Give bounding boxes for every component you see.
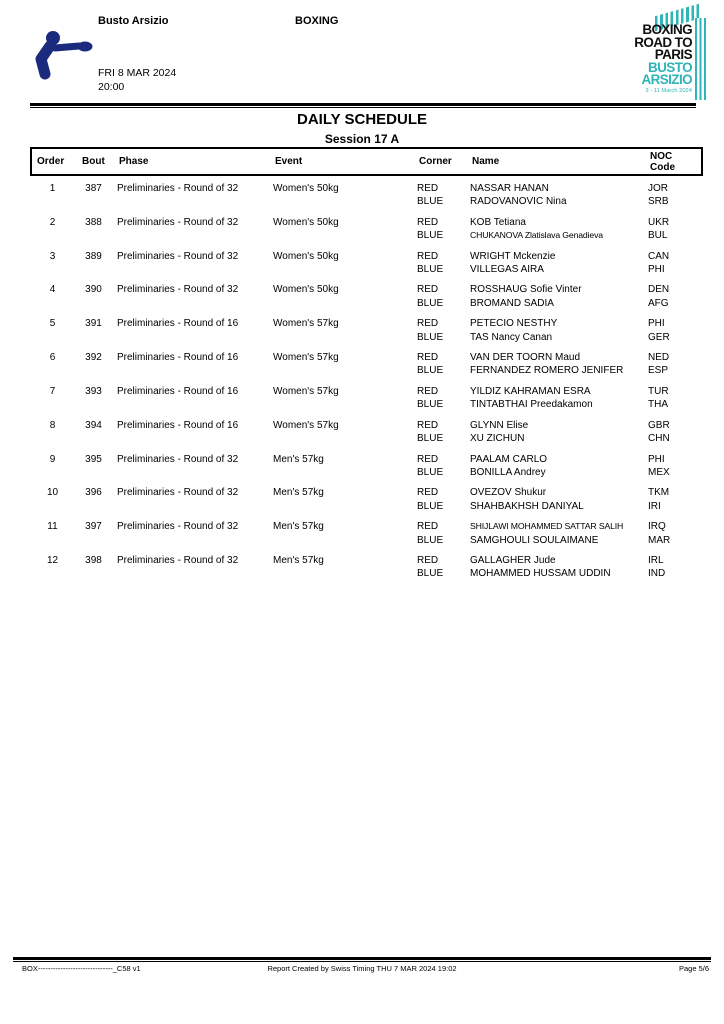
session-time: 20:00 — [98, 81, 125, 93]
table-row — [30, 520, 703, 547]
noc-cell — [643, 182, 703, 209]
corner-cell — [412, 182, 465, 209]
bout-event: Women's 50kg — [273, 216, 339, 228]
corner-red-label: RED — [417, 521, 439, 533]
bout-event: Women's 57kg — [273, 385, 339, 397]
red-boxer-name: PAALAM CARLO — [470, 453, 548, 465]
red-boxer-name: NASSAR HANAN — [470, 183, 549, 194]
red-noc-code: IRL — [648, 554, 664, 566]
bout-event: Women's 57kg — [273, 318, 339, 330]
logo-line-boxing: BOXING — [642, 22, 692, 37]
table-body — [30, 182, 703, 581]
bout-number: 395 — [85, 453, 102, 465]
name-cell — [465, 419, 643, 446]
corner-red-label: RED — [417, 385, 439, 397]
bout-phase: Preliminaries - Round of 16 — [117, 352, 239, 364]
bout-event: Women's 57kg — [273, 419, 339, 431]
logo-event-dates: 3 - 11 March 2024 — [645, 87, 692, 94]
bout-order: 4 — [49, 284, 56, 296]
bout-number: 388 — [85, 216, 102, 228]
table-row — [30, 216, 703, 243]
red-noc-code: CAN — [648, 250, 670, 262]
logo-text — [634, 24, 692, 94]
col-header-name: Name — [472, 156, 500, 167]
table-row — [30, 486, 703, 513]
red-boxer-name: YILDIZ KAHRAMAN ESRA — [470, 385, 591, 397]
bout-order: 11 — [47, 521, 58, 533]
col-header-phase: Phase — [119, 156, 149, 167]
blue-noc-code: BUL — [648, 230, 668, 242]
corner-cell — [412, 283, 465, 310]
table-row — [30, 317, 703, 344]
corner-red-label: RED — [417, 419, 439, 431]
corner-cell — [412, 419, 465, 446]
noc-cell — [643, 283, 703, 310]
red-boxer-name: ROSSHAUG Sofie Vinter — [470, 284, 582, 296]
corner-red-label: RED — [417, 554, 439, 566]
blue-boxer-name: SHAHBAKHSH DANIYAL — [470, 500, 584, 512]
col-header-corner: Corner — [419, 156, 452, 167]
red-boxer-name: GALLAGHER Jude — [470, 554, 556, 566]
corner-cell — [412, 385, 465, 412]
bout-order: 10 — [46, 487, 59, 499]
noc-cell — [643, 317, 703, 344]
bout-order: 3 — [49, 250, 56, 262]
red-noc-code: NED — [648, 352, 670, 364]
name-cell — [465, 453, 643, 480]
col-header-bout: Bout — [82, 156, 105, 167]
bout-number: 389 — [85, 250, 102, 262]
report-created-by: Report Created by Swiss Timing THU 7 MAR 2024 19:02 — [267, 964, 457, 973]
red-noc-code: UKR — [648, 216, 670, 228]
blue-noc-code: THA — [648, 399, 668, 411]
blue-noc-code: PHI — [648, 264, 665, 276]
red-noc-code: JOR — [648, 183, 668, 194]
corner-blue-label: BLUE — [417, 466, 444, 478]
corner-red-label: RED — [417, 318, 439, 330]
boxing-pictogram-icon — [28, 30, 94, 85]
bout-phase: Preliminaries - Round of 32 — [117, 487, 239, 499]
red-boxer-name: KOB Tetiana — [470, 216, 526, 228]
corner-red-label: RED — [417, 352, 439, 364]
table-row — [30, 419, 703, 446]
red-noc-code: PHI — [648, 453, 665, 465]
bout-event: Women's 57kg — [273, 352, 339, 364]
corner-red-label: RED — [417, 487, 439, 499]
corner-blue-label: BLUE — [417, 433, 444, 445]
table-header-row — [30, 147, 703, 176]
table-row — [30, 182, 703, 209]
corner-cell — [412, 216, 465, 243]
col-header-event: Event — [275, 156, 303, 167]
bout-event: Men's 57kg — [273, 487, 324, 499]
header-divider-thick — [30, 103, 696, 106]
logo-line-paris: PARIS — [654, 47, 692, 62]
bout-phase: Preliminaries - Round of 32 — [117, 216, 239, 228]
logo-vertical-stripes — [695, 18, 708, 100]
name-cell — [465, 385, 643, 412]
corner-cell — [412, 554, 465, 581]
name-cell — [465, 317, 643, 344]
bout-phase: Preliminaries - Round of 16 — [117, 419, 239, 431]
blue-noc-code: CHN — [648, 433, 670, 445]
blue-boxer-name: TAS Nancy Canan — [470, 331, 553, 343]
noc-cell — [643, 453, 703, 480]
bout-number: 396 — [85, 487, 102, 499]
footer-divider-thick — [13, 957, 711, 960]
bout-order: 6 — [49, 352, 56, 364]
name-cell — [465, 216, 643, 243]
bout-order: 7 — [49, 385, 56, 397]
blue-noc-code: GER — [648, 331, 670, 343]
name-cell — [465, 283, 643, 310]
red-noc-code: IRQ — [648, 521, 666, 533]
session-label: Session 17 A — [324, 132, 400, 146]
red-boxer-name: PETECIO NESTHY — [470, 318, 558, 330]
bout-number: 394 — [85, 419, 102, 431]
footer-divider — [13, 957, 711, 962]
session-date: FRI 8 MAR 2024 — [98, 67, 177, 79]
table-row — [30, 351, 703, 378]
footer — [0, 964, 724, 976]
blue-boxer-name: BONILLA Andrey — [470, 466, 546, 478]
page-number: Page 5/6 — [678, 964, 709, 973]
name-cell — [465, 182, 643, 209]
noc-cell — [643, 419, 703, 446]
corner-blue-label: BLUE — [417, 568, 444, 580]
page-title: DAILY SCHEDULE — [296, 111, 428, 128]
logo-line-arsizio: ARSIZIO — [641, 72, 692, 87]
bout-phase: Preliminaries - Round of 32 — [117, 554, 239, 566]
bout-order: 1 — [49, 183, 56, 194]
corner-blue-label: BLUE — [417, 297, 444, 309]
noc-cell — [643, 351, 703, 378]
table-row — [30, 283, 703, 310]
corner-cell — [412, 453, 465, 480]
bout-order: 8 — [49, 419, 56, 431]
bout-phase: Preliminaries - Round of 16 — [117, 385, 239, 397]
red-noc-code: PHI — [648, 318, 665, 330]
schedule-table — [30, 147, 703, 588]
session-datetime — [98, 66, 176, 94]
bout-order: 5 — [49, 318, 56, 330]
bout-phase: Preliminaries - Round of 32 — [117, 183, 239, 194]
bout-phase: Preliminaries - Round of 32 — [117, 284, 239, 296]
blue-boxer-name: MOHAMMED HUSSAM UDDIN — [470, 568, 611, 580]
bout-number: 398 — [85, 554, 102, 566]
noc-cell — [643, 250, 703, 277]
noc-cell — [643, 216, 703, 243]
corner-blue-label: BLUE — [417, 331, 444, 343]
red-boxer-name: SHIJLAWI MOHAMMED SATTAR SALIH — [470, 521, 624, 532]
blue-noc-code: IND — [648, 568, 666, 580]
red-boxer-name: VAN DER TOORN Maud — [470, 352, 581, 364]
blue-noc-code: SRB — [648, 196, 669, 208]
col-header-noc-line2: Code — [650, 161, 675, 173]
red-noc-code: TUR — [648, 385, 669, 397]
blue-noc-code: MAR — [648, 534, 671, 546]
bout-event: Men's 57kg — [273, 453, 324, 465]
corner-cell — [412, 486, 465, 513]
corner-red-label: RED — [417, 284, 439, 296]
bout-event: Women's 50kg — [273, 284, 339, 296]
blue-boxer-name: XU ZICHUN — [470, 433, 525, 445]
footer-divider-thin — [13, 961, 711, 962]
blue-noc-code: MEX — [648, 466, 670, 478]
bout-order: 2 — [49, 216, 56, 228]
noc-cell — [643, 486, 703, 513]
corner-blue-label: BLUE — [417, 230, 444, 242]
bout-order: 12 — [46, 554, 59, 566]
header-divider — [30, 103, 696, 108]
red-boxer-name: OVEZOV Shukur — [470, 487, 547, 499]
blue-boxer-name: TINTABTHAI Preedakamon — [470, 399, 593, 411]
table-row — [30, 385, 703, 412]
blue-boxer-name: FERNANDEZ ROMERO JENIFER — [470, 365, 624, 377]
bout-event: Men's 57kg — [273, 521, 324, 533]
name-cell — [465, 250, 643, 277]
corner-blue-label: BLUE — [417, 196, 444, 208]
corner-cell — [412, 351, 465, 378]
bout-number: 392 — [85, 352, 102, 364]
noc-cell — [643, 520, 703, 547]
table-row — [30, 554, 703, 581]
name-cell — [465, 486, 643, 513]
red-noc-code: TKM — [648, 487, 670, 499]
blue-boxer-name: BROMAND SADIA — [470, 297, 554, 309]
corner-blue-label: BLUE — [417, 534, 444, 546]
name-cell — [465, 351, 643, 378]
blue-boxer-name: RADOVANOVIC Nina — [470, 196, 567, 208]
corner-red-label: RED — [417, 250, 439, 262]
bout-order: 9 — [49, 453, 56, 465]
bout-number: 393 — [85, 385, 102, 397]
table-row — [30, 453, 703, 480]
blue-boxer-name: SAMGHOULI SOULAIMANE — [470, 534, 599, 546]
corner-red-label: RED — [417, 216, 439, 228]
bout-number: 387 — [85, 183, 102, 194]
venue-name: Busto Arsizio — [98, 15, 169, 27]
logo-line-roadto: ROAD TO — [634, 34, 692, 50]
corner-blue-label: BLUE — [417, 264, 444, 276]
bout-event: Women's 50kg — [273, 183, 339, 194]
blue-noc-code: AFG — [648, 297, 669, 309]
event-logo — [606, 6, 708, 104]
report-code: BOX------------------------------_C58 v1 — [22, 964, 141, 973]
red-noc-code: DEN — [648, 284, 670, 296]
logo-line-busto: BUSTO — [647, 59, 692, 75]
bout-event: Women's 50kg — [273, 250, 339, 262]
blue-boxer-name: CHUKANOVA Zlatislava Genadieva — [470, 230, 603, 241]
bout-number: 391 — [85, 318, 102, 330]
header-divider-thin — [30, 107, 696, 108]
corner-red-label: RED — [417, 453, 439, 465]
corner-cell — [412, 520, 465, 547]
noc-cell — [643, 554, 703, 581]
col-header-noc — [645, 151, 705, 173]
col-header-noc-line1: NOC — [650, 150, 673, 162]
bout-phase: Preliminaries - Round of 32 — [117, 250, 239, 262]
table-row — [30, 250, 703, 277]
corner-cell — [412, 317, 465, 344]
red-boxer-name: WRIGHT Mckenzie — [470, 250, 556, 262]
bout-number: 397 — [85, 521, 102, 533]
bout-phase: Preliminaries - Round of 32 — [117, 453, 239, 465]
bout-event: Men's 57kg — [273, 554, 324, 566]
red-noc-code: GBR — [648, 419, 670, 431]
blue-noc-code: ESP — [648, 365, 669, 377]
corner-blue-label: BLUE — [417, 399, 444, 411]
blue-noc-code: IRI — [648, 500, 661, 512]
corner-blue-label: BLUE — [417, 365, 444, 377]
bout-number: 390 — [85, 284, 102, 296]
red-boxer-name: GLYNN Elise — [470, 419, 529, 431]
bout-phase: Preliminaries - Round of 16 — [117, 318, 239, 330]
col-header-order: Order — [37, 156, 65, 167]
sport-name: BOXING — [295, 15, 339, 27]
noc-cell — [643, 385, 703, 412]
blue-boxer-name: VILLEGAS AIRA — [470, 264, 544, 276]
corner-blue-label: BLUE — [417, 500, 444, 512]
name-cell — [465, 554, 643, 581]
name-cell — [465, 520, 643, 547]
bout-phase: Preliminaries - Round of 32 — [117, 521, 239, 533]
corner-cell — [412, 250, 465, 277]
corner-red-label: RED — [417, 183, 439, 194]
